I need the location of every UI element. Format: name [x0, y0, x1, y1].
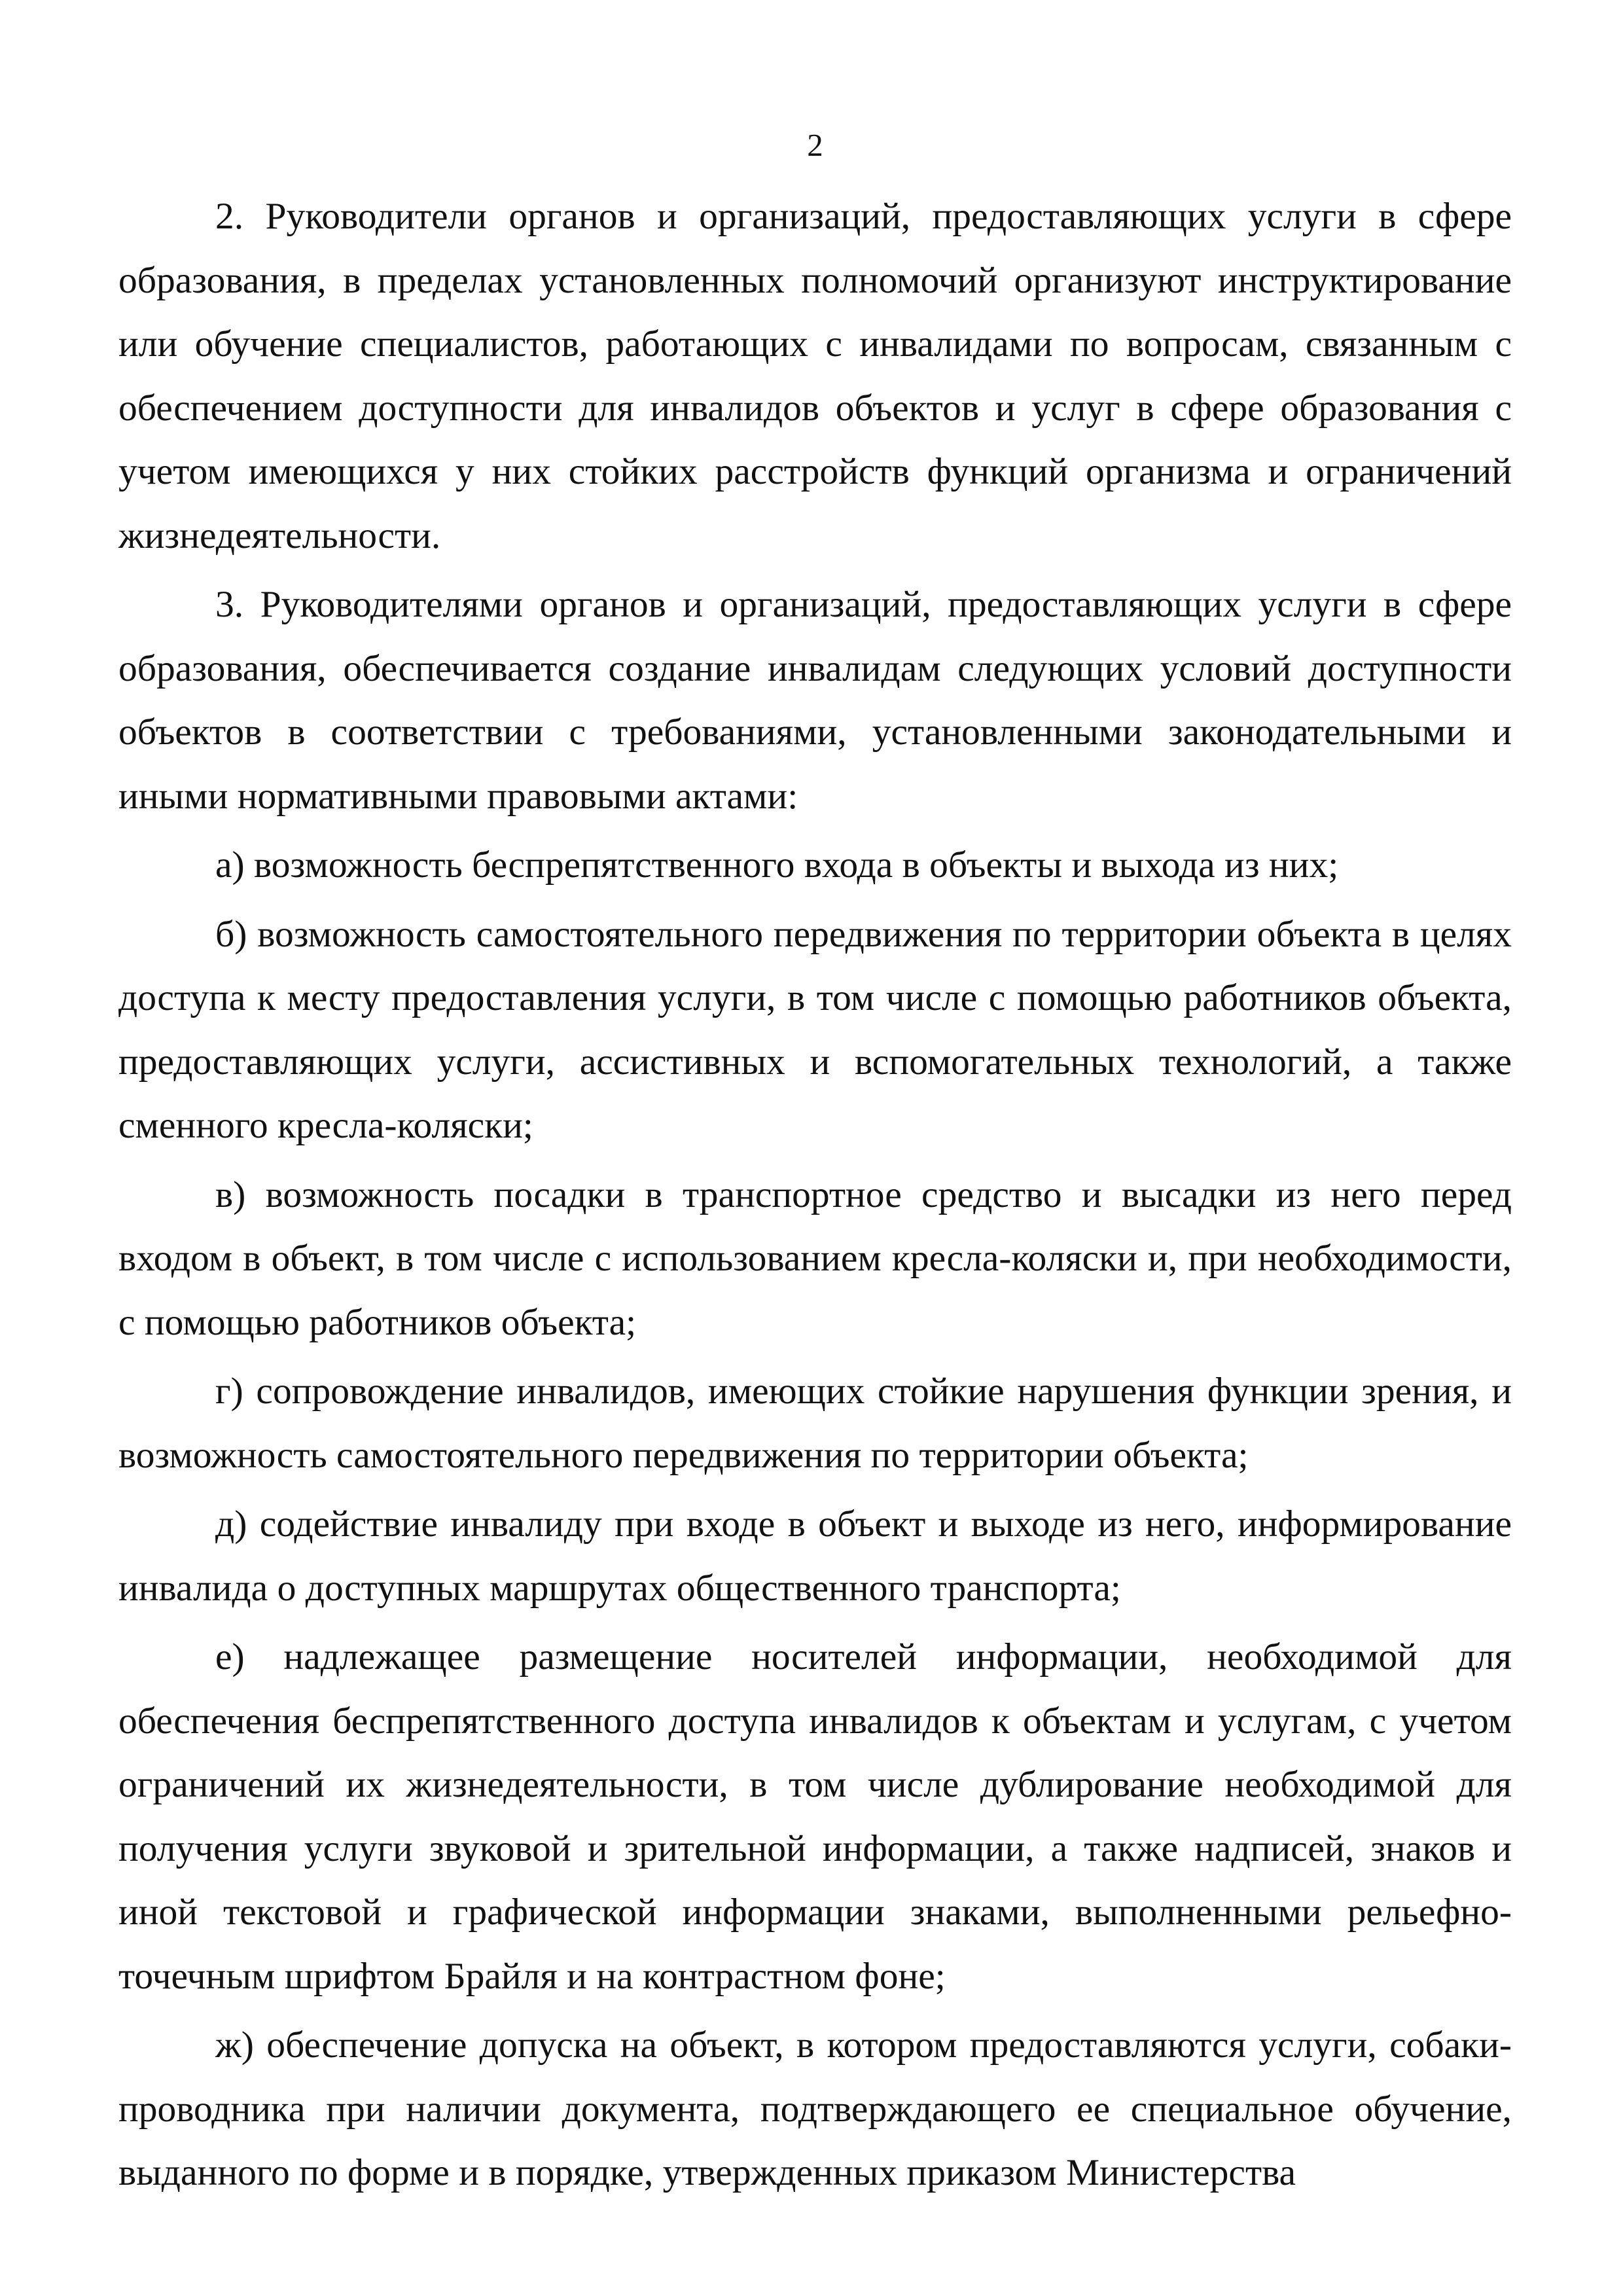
- page-number: 2: [807, 127, 823, 163]
- paragraph-3: 3. Руководителями органов и организаций, предоставляющих услуги в сфере образования, обеспечивается создание инвалидам следующих условий доступности объектов в соответствии с требованиями, установленными законодательными и иными нормативными правовыми актами:: [118, 584, 1512, 817]
- list-item-v: в) возможность посадки в транспортное средство и высадки из него перед входом в объект, в том числе с использованием кресла-коляски и, при необходимости, с помощью работников объекта;: [118, 1174, 1512, 1343]
- list-item-a: а) возможность беспрепятственного входа в объекты и выхода из них;: [215, 844, 1339, 886]
- paragraph-2: 2. Руководители органов и организаций, предоставляющих услуги в сфере образования, в пределах установленных полномочий организуют инструктирование или обучение специалистов, работающих с инвалидами по вопросам, связанным с обеспечением доступности для инвалидов объектов и услуг в сфере образования с учетом имеющихся у них стойких расстройств функций организма и ограничений жизнедеятельности.: [118, 196, 1512, 556]
- list-item-e: е) надлежащее размещение носителей информации, необходимой для обеспечения беспрепятственного доступа инвалидов к объектам и услугам, с учетом ограничений их жизнедеятельности, в том числе дублирование необходимой для получения услуги звуковой и зрительной информации, а также надписей, знаков и иной текстовой и графической информации знаками, выполненными рельефно-точечным шрифтом Брайля и на контрастном фоне;: [118, 1636, 1512, 1997]
- list-item-g: г) сопровождение инвалидов, имеющих стойкие нарушения функции зрения, и возможность самостоятельного передвижения по территории объекта;: [118, 1371, 1512, 1476]
- list-item-b: б) возможность самостоятельного передвижения по территории объекта в целях доступа к месту предоставления услуги, в том числе с помощью работников объекта, предоставляющих услуги, ассистивных и вспомогательных технологий, а также сменного кресла-коляски;: [118, 913, 1512, 1146]
- list-item-zh: ж) обеспечение допуска на объект, в котором предоставляются услуги, собаки-проводника при наличии документа, подтверждающего ее специальное обучение, выданного по форме и в порядке, утвержденных приказом Министерства: [118, 2024, 1512, 2193]
- list-item-d: д) содействие инвалиду при входе в объект и выходе из него, информирование инвалида о доступных маршрутах общественного транспорта;: [118, 1503, 1512, 1609]
